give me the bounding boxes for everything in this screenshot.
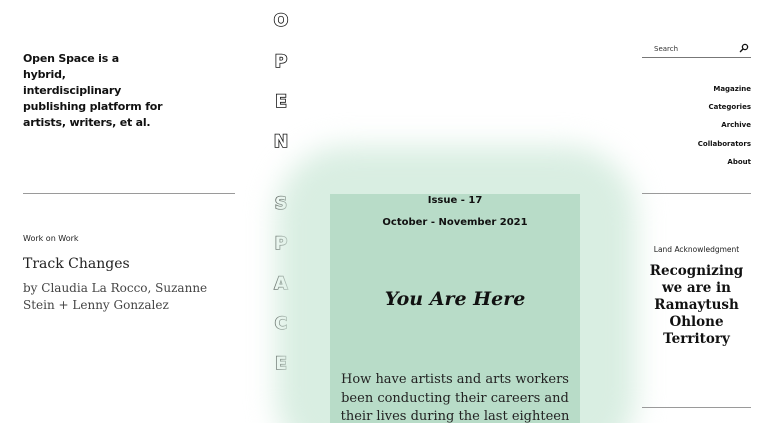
- logo-letter: N: [273, 132, 289, 152]
- search-icon[interactable]: [739, 43, 749, 53]
- land-acknowledgment-title[interactable]: Recognizing we are in Ramaytush Ohlone Territory: [649, 263, 744, 347]
- issue-date: October - November 2021: [382, 217, 528, 228]
- right-divider: [642, 193, 751, 194]
- nav-item-categories[interactable]: Categories: [708, 103, 751, 112]
- issue-number: Issue - 17: [427, 195, 483, 206]
- nav-item-collaborators[interactable]: Collaborators: [697, 139, 751, 148]
- land-acknowledgment-kicker[interactable]: Land Acknowledgment: [653, 245, 740, 254]
- nav-item-archive[interactable]: Archive: [721, 121, 751, 130]
- story-category-link[interactable]: Work on Work: [23, 234, 79, 243]
- site-tagline: Open Space is a hybrid, interdisciplinary publishing platform for artists, writers, et al.: [23, 52, 163, 129]
- search-box: [642, 40, 751, 58]
- main-nav: [698, 84, 751, 175]
- logo-letter: E: [275, 92, 287, 112]
- story-title-link[interactable]: Track Changes: [23, 256, 130, 272]
- logo-letter: P: [274, 52, 288, 72]
- nav-item-magazine[interactable]: Magazine: [713, 85, 751, 93]
- feature-excerpt: How have artists and arts workers been conducting their careers and their lives during the last eighteen: [340, 372, 570, 423]
- logo-letter: O: [273, 11, 289, 31]
- left-divider: [23, 193, 235, 194]
- right-divider-bottom: [642, 407, 751, 408]
- feature-title-link[interactable]: You Are Here: [384, 288, 526, 310]
- nav-item-about[interactable]: About: [727, 157, 751, 166]
- story-byline: by Claudia La Rocco, Suzanne Stein + Lenny Gonzalez: [23, 281, 208, 312]
- search-input[interactable]: [654, 43, 734, 55]
